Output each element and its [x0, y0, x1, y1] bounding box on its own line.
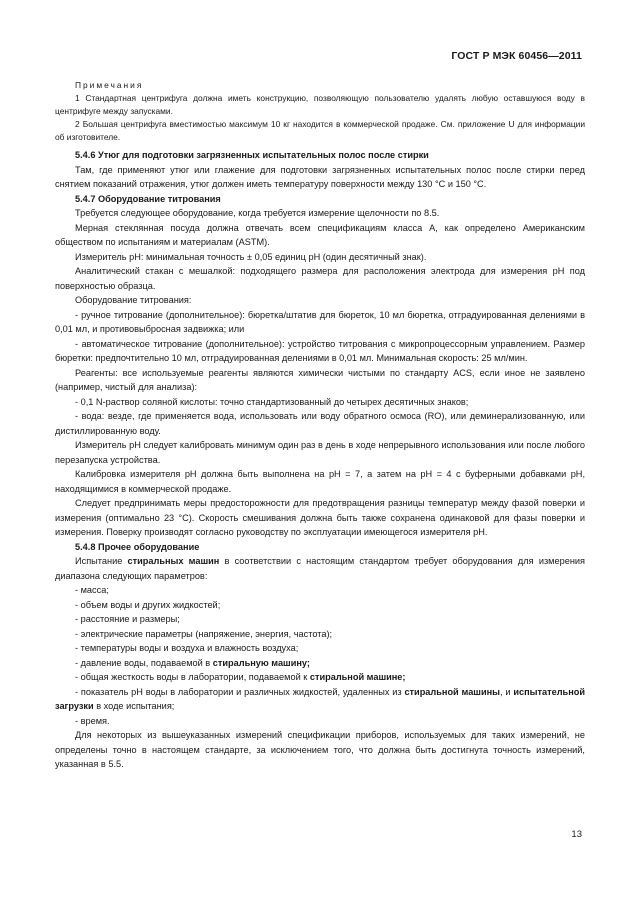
paragraph: Мерная стеклянная посуда должна отвечать всем спецификациям класса А, как определено Американским обществом по испытаниям и материалам (ASTM). — [55, 222, 585, 247]
section-5-4-7-heading: 5.4.7 Оборудование титрования — [75, 193, 221, 204]
term: стиральных машин — [127, 556, 220, 566]
term: стиральной машины — [404, 686, 501, 697]
list-item: - 0,1 N-раствор соляной кислоты: точно стандартизованный до четырех десятичных знаков; — [75, 396, 469, 407]
paragraph: Следует предпринимать меры предосторожности для предотвращения разницы температур между фазой поверки и измерения (оптимально 23 °С). Скорость смешивания должна быть также сохранена одинаковой для фазы поверки и измерения. Поверку производят согласно руководству по эксплуатации имеющегося измерителя рН. — [55, 498, 585, 537]
parameter-list — [55, 583, 585, 728]
text: в соответствии с настоящим стандартом требует оборудования для измерения диапазона следующих параметров: — [55, 556, 585, 581]
list-item: - вода: везде, где применяется вода, использовать или воду обратного осмоса (RO), или деминерализованную, или дистиллированную воду. — [55, 411, 585, 436]
page-number: 13 — [571, 829, 582, 840]
section-5-4-8-heading: 5.4.8 Прочее оборудование — [75, 541, 200, 552]
text: Испытание — [75, 556, 128, 566]
term: испытательной загрузки — [55, 686, 586, 711]
list-item: - время. — [75, 715, 110, 726]
paragraph: Измеритель рН следует калибровать минимум один раз в день в ходе непрерывного использования или после любого перезапуска устройства. — [55, 440, 585, 465]
paragraph: Калибровка измерителя рН должна быть выполнена на рН = 7, а затем на рН = 4 с буферными добавками рН, находящимися в коммерческой продаже. — [55, 469, 585, 494]
note-1: 1 Стандартная центрифуга должна иметь конструкцию, позволяющую пользователю удалять любую оставшуюся воду в центрифуге между запусками. — [55, 93, 585, 116]
standard-designation: ГОСТ Р МЭК 60456—2011 — [451, 50, 582, 62]
notes-block — [55, 79, 585, 144]
document-body — [55, 79, 585, 772]
note-2: 2 Большая центрифуга вместимостью максимум 10 кг находится в коммерческой продаже. См. приложение U для информации об изготовителе. — [55, 119, 585, 142]
paragraph: Реагенты: все используемые реагенты являются химически чистыми по стандарту ACS, если иное не заявлено (например, чистый для анализа): — [55, 367, 585, 392]
term: стиральной машине; — [309, 672, 406, 682]
list-item: - ручное титрование (дополнительное): бюретка/штатив для бюреток, 10 мл бюретка, отградуированная делениями в 0,01 мл, и противовыбросная задвижка; или — [55, 309, 585, 334]
list-item: - расстояние и размеры; — [75, 614, 180, 624]
list-item: - температуры воды и воздуха и влажность воздуха; — [75, 643, 299, 653]
list-item — [55, 670, 585, 685]
list-item: - электрические параметры (напряжение, энергия, частота); — [75, 628, 333, 639]
section-5-4-6-paragraph: Там, где применяют утюг или глажение для подготовки загрязненных испытательных полос после стирки перед снятием показаний отражения, утюг должен иметь температуру поверхности между 130 °С и 150 °С. — [55, 164, 585, 189]
section-5-4-6-heading: 5.4.6 Утюг для подготовки загрязненных испытательных полос после стирки — [75, 150, 429, 160]
text: - показатель рН воды в лаборатории и различных жидкостей, удаленных из — [75, 686, 405, 697]
text: в ходе испытания; — [93, 701, 175, 711]
notes-title: Примечания — [75, 80, 144, 90]
list-item — [55, 656, 585, 671]
text: , и — [500, 686, 514, 697]
paragraph: Измеритель рН: минимальная точность ± 0,05 единиц рН (один десятичный знак). — [75, 251, 427, 262]
paragraph — [55, 554, 585, 583]
term: стиральную машину; — [212, 657, 310, 668]
list-item — [55, 685, 585, 714]
paragraph: Для некоторых из вышеуказанных измерений спецификации приборов, используемых для таких измерений, не определены точно в настоящем стандарте, за исключением того, что должна быть достигнута точность измерений, указанная в 5.5. — [55, 730, 585, 769]
list-item: - автоматическое титрование (дополнительное): устройство титрования с микропроцессорным управлением. Размер бюретки: предпочтительно 10 мл, отградуированная делениями в 0,01 мл. Минимальная скорость: 25 мл/мин. — [55, 338, 585, 363]
list-item: - масса; — [75, 585, 109, 595]
paragraph: Аналитический стакан с мешалкой: подходящего размера для расположения электрода для измерения рН под поверхностью образца. — [55, 266, 585, 291]
paragraph: Оборудование титрования: — [75, 295, 192, 305]
list-item: - объем воды и других жидкостей; — [75, 599, 221, 610]
text: - общая жесткость воды в лаборатории, подаваемой к — [75, 672, 310, 682]
text: - давление воды, подаваемой в — [75, 657, 213, 668]
paragraph: Требуется следующее оборудование, когда требуется измерение щелочности по 8.5. — [75, 208, 440, 218]
